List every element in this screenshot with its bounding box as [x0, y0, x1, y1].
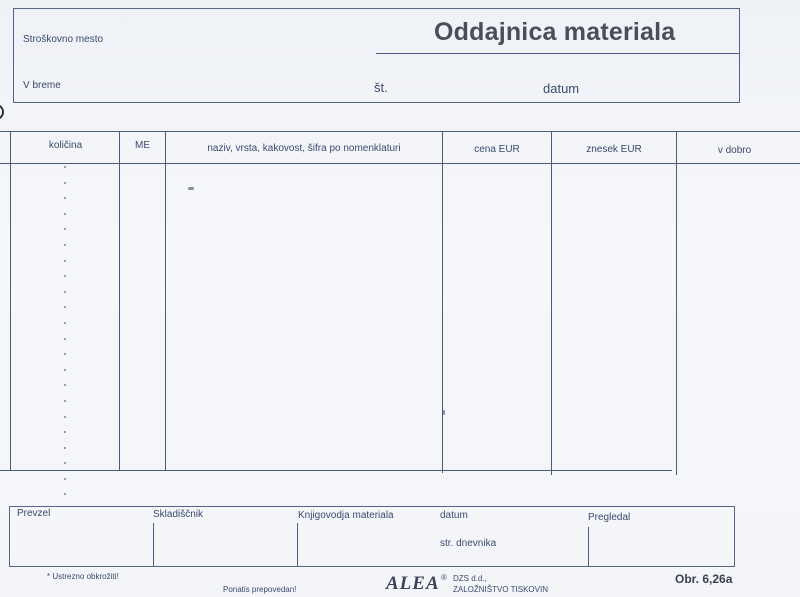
- storekeeper-label: Skladiščnik: [153, 509, 204, 520]
- form-code: Obr. 6,26a: [675, 572, 733, 586]
- col-divider-amount: [676, 131, 677, 475]
- publisher-line2: ZALOŽNIŠTVO TISKOVIN: [453, 585, 548, 594]
- col-divider-price: [551, 131, 552, 475]
- table-bottom-border: [0, 470, 672, 471]
- reprint-notice: Ponatis prepovedan!: [223, 585, 297, 594]
- table-header-border: [0, 163, 800, 164]
- bookkeeper-label: Knjigovodja materiala: [298, 510, 394, 521]
- form-title: Oddajnica materiala: [434, 18, 676, 46]
- col-header-credit: v dobro: [717, 145, 752, 156]
- ink-smudge: [443, 410, 445, 415]
- number-label: št.: [374, 80, 388, 95]
- received-label: Prevzel: [17, 508, 51, 519]
- journal-page-label: str. dnevnika: [440, 538, 497, 549]
- col-divider-unit: [165, 131, 166, 471]
- punch-hole-mark: [0, 104, 4, 120]
- signature-divider: [153, 523, 154, 566]
- registered-mark: ®: [441, 573, 447, 582]
- publisher-line1: DZS d.d.,: [453, 574, 487, 583]
- quantity-dot-leaders: [64, 166, 68, 495]
- title-underline: [376, 53, 740, 54]
- table-top-border: [0, 131, 800, 132]
- ink-smudge: [188, 187, 194, 190]
- col-divider-quantity: [119, 131, 120, 471]
- cost-center-label: Stroškovno mesto: [23, 34, 104, 45]
- col-divider-name: [442, 131, 443, 473]
- col-header-description: naziv, vrsta, kakovost, šifra po nomenklaturi: [207, 143, 401, 154]
- signature-divider: [297, 523, 298, 566]
- footnote: * Ustrezno obkrožiti!: [47, 572, 119, 581]
- col-header-quantity: količina: [48, 140, 83, 151]
- col-header-unit: ME: [135, 140, 150, 151]
- col-header-amount: znesek EUR: [586, 144, 642, 155]
- col-header-price: cena EUR: [474, 144, 520, 155]
- alea-logo: ALEA: [386, 573, 440, 594]
- signature-divider: [588, 527, 589, 566]
- date-label: datum: [543, 81, 580, 96]
- reviewed-label: Pregledal: [588, 512, 631, 523]
- charge-to-label: V breme: [23, 80, 61, 91]
- table-left-border: [10, 131, 11, 471]
- footer-date-label: datum: [440, 510, 468, 521]
